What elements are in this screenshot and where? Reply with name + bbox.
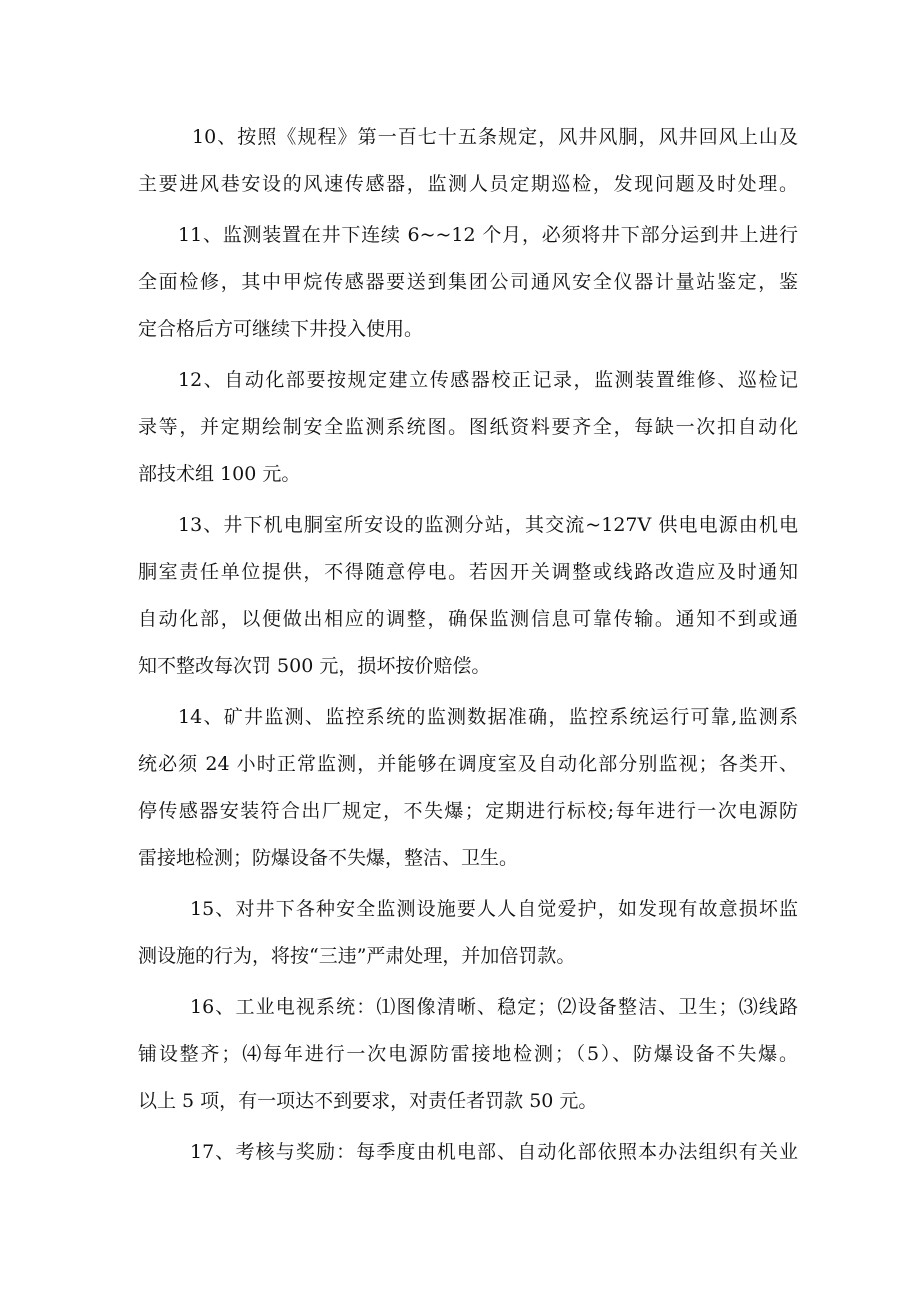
paragraph-12 bbox=[138, 357, 798, 498]
text-line: 12、自动化部要按规定建立传感器校正记录，监测装置维修、巡检记 bbox=[178, 369, 798, 391]
paragraph-17 bbox=[138, 1129, 798, 1176]
text-line: 胴室责任单位提供，不得随意停电。若因开关调整或线路改造应及时通知 bbox=[138, 561, 798, 583]
text-line: 13、井下机电胴室所安设的监测分站，其交流~127V 供电电源由机电 bbox=[178, 514, 798, 536]
paragraph-10 bbox=[138, 114, 798, 208]
text-line: 录等，并定期绘制安全监测系统图。图纸资料要齐全，每缺一次扣自动化 bbox=[138, 416, 798, 438]
text-line: 知不整改每次罚 500 元，损坏按价赔偿。 bbox=[138, 655, 491, 677]
text-line: 定合格后方可继续下井投入使用。 bbox=[138, 318, 424, 340]
text-line: 17、考核与奖励：每季度由机电部、自动化部依照本办法组织有关业 bbox=[190, 1141, 798, 1163]
text-line: 测设施的行为，将按“三违”严肃处理，并加倍罚款。 bbox=[138, 945, 576, 967]
text-line: 自动化部，以便做出相应的调整，确保监测信息可靠传输。通知不到或通 bbox=[138, 608, 798, 630]
paragraph-11 bbox=[138, 212, 798, 353]
text-line: 主要进风巷安设的风速传感器，监测人员定期巡检，发现问题及时处理。 bbox=[138, 173, 798, 195]
paragraph-15 bbox=[138, 886, 798, 980]
text-line: 停传感器安装符合出厂规定，不失爆；定期进行标校;每年进行一次电源防 bbox=[138, 800, 798, 822]
paragraph-13 bbox=[138, 502, 798, 690]
text-line: 15、对井下各种安全监测设施要人人自觉爱护，如发现有故意损坏监 bbox=[190, 898, 798, 920]
document-body bbox=[138, 114, 798, 1176]
text-line: 雷接地检测；防爆设备不失爆，整洁、卫生。 bbox=[138, 847, 519, 869]
paragraph-14 bbox=[138, 694, 798, 882]
text-line: 14、矿井监测、监控系统的监测数据准确，监控系统运行可靠,监测系 bbox=[178, 706, 798, 728]
text-line: 10、按照《规程》第一百七十五条规定，风井风胴，风井回风上山及 bbox=[192, 126, 798, 148]
text-line: 部技术组 100 元。 bbox=[138, 463, 301, 485]
text-line: 11、监测装置在井下连续 6~~12 个月，必须将井下部分运到井上进行 bbox=[178, 224, 798, 246]
text-line: 全面检修，其中甲烷传感器要送到集团公司通风安全仪器计量站鉴定，鉴 bbox=[138, 271, 798, 293]
text-line: 以上 5 项，有一项达不到要求，对责任者罚款 50 元。 bbox=[138, 1090, 598, 1112]
paragraph-16 bbox=[138, 984, 798, 1125]
text-line: 铺设整齐；⑷每年进行一次电源防雷接地检测；（5）、防爆设备不失爆。 bbox=[138, 1043, 798, 1065]
text-line: 统必须 24 小时正常监测，并能够在调度室及自动化部分别监视；各类开、 bbox=[138, 753, 798, 775]
text-line: 16、工业电视系统：⑴图像清晰、稳定；⑵设备整洁、卫生；⑶线路 bbox=[190, 996, 798, 1018]
